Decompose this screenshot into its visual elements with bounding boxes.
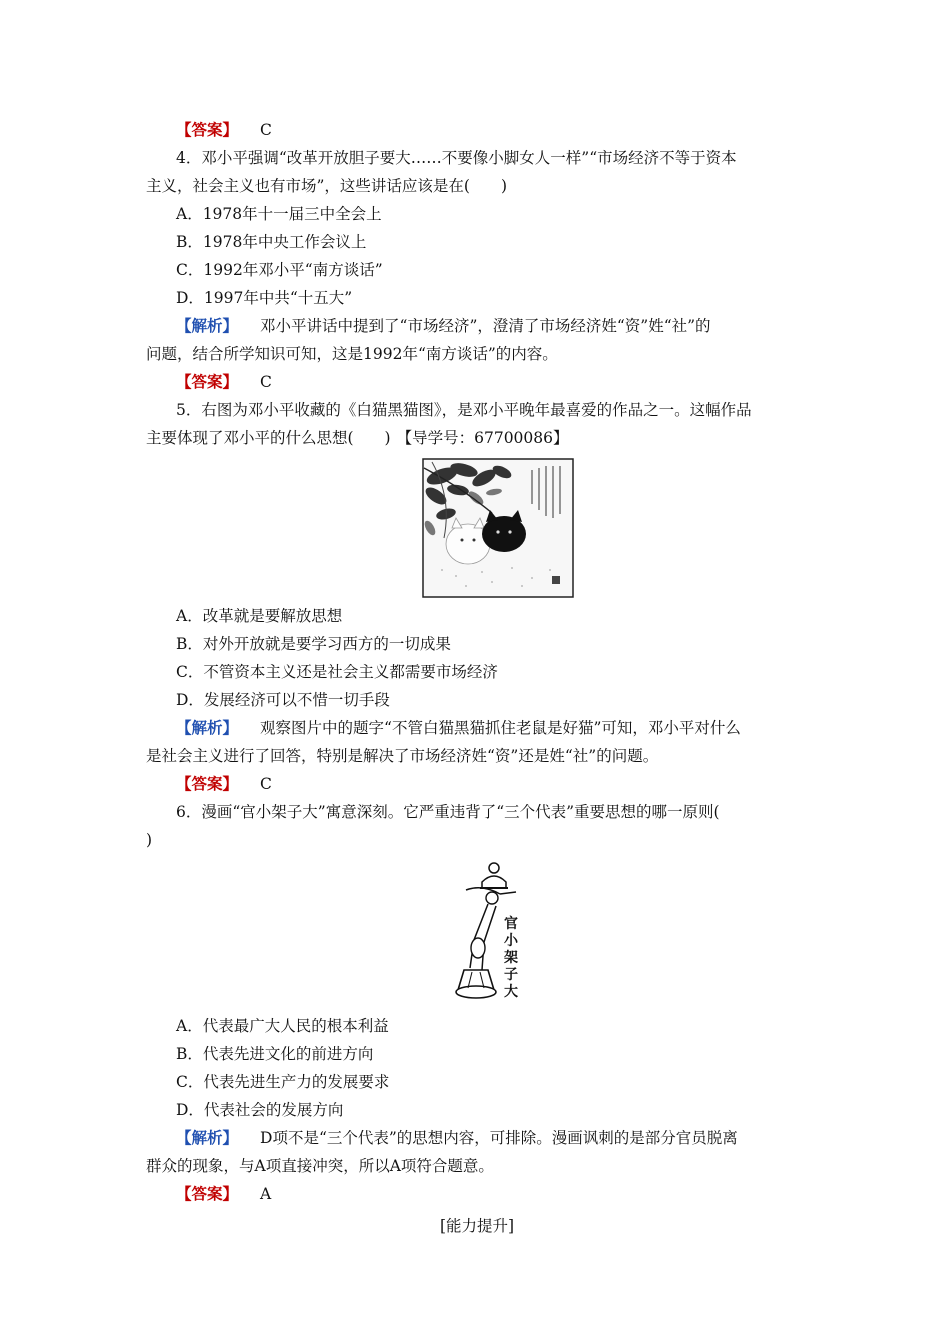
answer-tag: 【答案】 — [176, 372, 239, 391]
q4-option-a: A．1978年十一届三中全会上 — [176, 205, 382, 223]
cartoon-figure — [146, 854, 808, 1012]
section-heading: [能力提升] — [439, 1217, 515, 1235]
q6-option-a: A．代表最广大人民的根本利益 — [176, 1017, 389, 1035]
q6-option-c: C．代表先进生产力的发展要求 — [176, 1073, 390, 1091]
q5-stem-line1: 5．右图为邓小平收藏的《白猫黑猫图》，是邓小平晚年最喜爱的作品之一。这幅作品 — [176, 401, 752, 419]
q5-analysis-line2: 是社会主义进行了回答，特别是解决了市场经济姓“资”还是姓“社”的问题。 — [146, 747, 659, 765]
q6-answer — [146, 1180, 808, 1208]
analysis-text: 邓小平讲话中提到了“市场经济”，澄清了市场经济姓“资”姓“社”的 — [260, 317, 711, 335]
q4-analysis-line2: 问题，结合所学知识可知，这是1992年“南方谈话”的内容。 — [146, 345, 558, 363]
q5-option-c: C．不管资本主义还是社会主义都需要市场经济 — [176, 663, 498, 681]
content-column — [146, 116, 808, 1240]
answer-value: C — [260, 775, 272, 793]
white-cat-black-cat-painting — [422, 458, 574, 598]
q4-answer — [146, 368, 808, 396]
q5-analysis-line1 — [146, 714, 808, 742]
q6-stem-line1: 6．漫画“官小架子大”寓意深刻。它严重违背了“三个代表”重要思想的哪一原则( — [176, 803, 720, 821]
analysis-text: 观察图片中的题字“不管白猫黑猫抓住老鼠是好猫”可知，邓小平对什么 — [260, 719, 741, 737]
answer-tag: 【答案】 — [176, 1184, 239, 1203]
q5-option-a: A．改革就是要解放思想 — [176, 607, 343, 625]
q4-analysis-line1 — [146, 312, 808, 340]
q5-option-d: D．发展经济可以不惜一切手段 — [176, 691, 390, 709]
q5-stem-text: 主要体现了邓小平的什么思想( ) — [146, 429, 391, 447]
answer-tag: 【答案】 — [176, 120, 239, 139]
analysis-text: D项不是“三个代表”的思想内容，可排除。漫画讽刺的是部分官员脱离 — [260, 1129, 738, 1147]
answer-value: C — [260, 121, 272, 139]
answer-value: A — [260, 1185, 272, 1203]
q5-option-b: B．对外开放就是要学习西方的一切成果 — [176, 635, 451, 653]
cat-painting-figure — [146, 452, 808, 602]
q5-answer — [146, 770, 808, 798]
q6-option-d: D．代表社会的发展方向 — [176, 1101, 344, 1119]
q6-analysis-line2: 群众的现象，与A项直接冲突，所以A项符合题意。 — [146, 1157, 494, 1175]
q4-option-c: C．1992年邓小平“南方谈话” — [176, 261, 383, 279]
q4-option-d: D．1997年中共“十五大” — [176, 289, 353, 307]
cartoon-caption: 官小架子大 — [504, 916, 518, 1000]
q5-stem-line2 — [146, 424, 808, 452]
q4-option-b: B．1978年中央工作会议上 — [176, 233, 367, 251]
analysis-tag: 【解析】 — [176, 718, 239, 737]
q3-answer — [146, 116, 808, 144]
analysis-tag: 【解析】 — [176, 316, 239, 335]
q6-stem-line2: ) — [146, 831, 153, 849]
q4-stem-line2: 主义，社会主义也有市场”，这些讲话应该是在( ) — [146, 177, 508, 195]
q4-stem-line1: 4．邓小平强调“改革开放胆子要大……不要像小脚女人一样”“市场经济不等于资本 — [176, 149, 737, 167]
answer-value: C — [260, 373, 272, 391]
answer-tag: 【答案】 — [176, 774, 239, 793]
q6-analysis-line1 — [146, 1124, 808, 1152]
guide-number: 【导学号：67700086】 — [396, 429, 569, 447]
analysis-tag: 【解析】 — [176, 1128, 239, 1147]
official-cartoon — [452, 860, 532, 1010]
q6-option-b: B．代表先进文化的前进方向 — [176, 1045, 374, 1063]
